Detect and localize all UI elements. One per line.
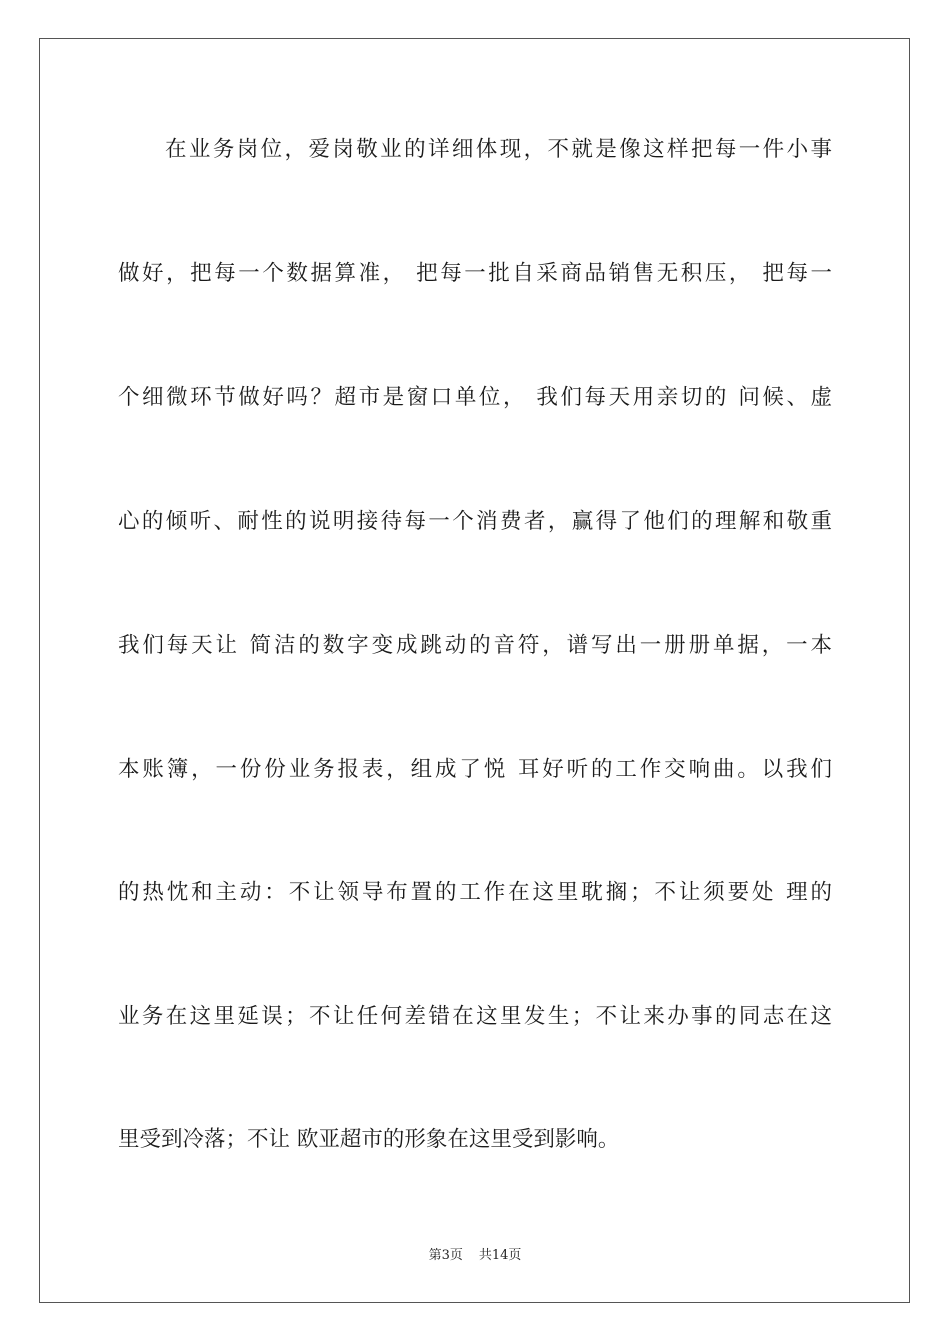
paragraph-line-6: 本账簿，一份份业务报表，组成了悦 耳好听的工作交响曲。以我们 — [118, 757, 832, 782]
paragraph-line-3: 个细微环节做好吗？超市是窗口单位， 我们每天用亲切的 问候、虚 — [118, 385, 832, 410]
paragraph-line-1: 在业务岗位，爱岗敬业的详细体现，不就是像这样把每一件小事 — [165, 137, 832, 162]
paragraph-line-9: 里受到冷落；不让 欧亚超市的形象在这里受到影响。 — [118, 1127, 620, 1152]
page-number: 第3页 — [428, 1248, 463, 1263]
paragraph-line-4: 心的倾听、耐性的说明接待每一个消费者，赢得了他们的理解和敬重 — [118, 509, 832, 534]
paragraph-line-7: 的热忱和主动：不让领导布置的工作在这里耽搁；不让须要处 理的 — [118, 880, 832, 905]
total-pages: 共14页 — [478, 1248, 522, 1263]
paragraph-line-2: 做好，把每一个数据算准， 把每一批自采商品销售无积压， 把每一 — [118, 261, 832, 286]
paragraph-line-5: 我们每天让 简洁的数字变成跳动的音符，谱写出一册册单据，一本 — [118, 633, 832, 658]
paragraph-line-8: 业务在这里延误；不让任何差错在这里发生；不让来办事的同志在这 — [118, 1004, 832, 1029]
page-frame — [39, 38, 910, 1303]
page-footer — [0, 1246, 950, 1266]
